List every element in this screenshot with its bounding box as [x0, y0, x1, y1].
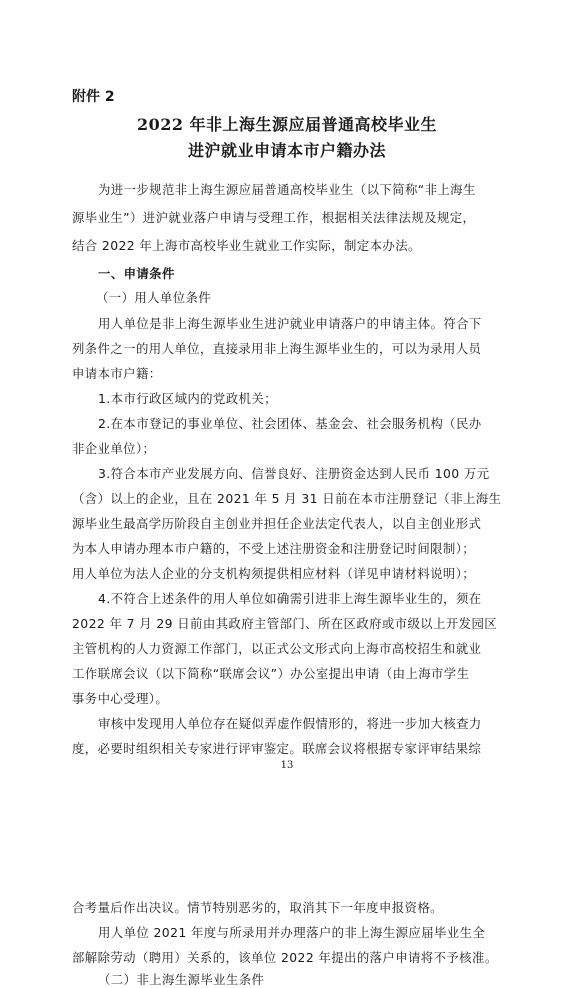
- document-title-line-2: 进沪就业申请本市户籍办法: [187, 141, 386, 160]
- document-title-line-1: 2022 年非上海生源应届普通高校毕业生: [136, 115, 438, 134]
- page-number: 13: [280, 760, 294, 771]
- list-item: 3.符合本市产业发展方向、信誉良好、注册资金达到人民币 100 万元: [98, 466, 490, 481]
- paragraph-line: 主管机构的人力资源工作部门，以正式公文形式向上海市高校招生和就业: [72, 641, 482, 656]
- paragraph-line: 列条件之一的用人单位，直接录用非上海生源毕业生的，可以为录用人员: [72, 341, 482, 356]
- subsection-heading: （二）非上海生源毕业生条件: [98, 972, 265, 987]
- paragraph-line: 审核中发现用人单位存在疑似弄虚作假情形的，将进一步加大核查力: [98, 716, 482, 731]
- paragraph-line: 合考量后作出决议。情节特别恶劣的，取消其下一年度申报资格。: [72, 900, 443, 915]
- paragraph-line: 部解除劳动（聘用）关系的，该单位 2022 年提出的落户申请将不予核准。: [72, 950, 498, 965]
- paragraph-line: 为进一步规范非上海生源应届普通高校毕业生（以下简称“非上海生: [98, 182, 476, 197]
- list-item: 2.在本市登记的事业单位、社会团体、基金会、社会服务机构（民办: [98, 416, 482, 431]
- paragraph-line: 2022 年 7 月 29 日前由其政府主管部门、所在区政府或市级以上开发园区: [72, 616, 498, 631]
- paragraph-line: 结合 2022 年上海市高校毕业生就业工作实际，制定本办法。: [72, 238, 421, 253]
- paragraph-line: 用人单位是非上海生源毕业生进沪就业申请落户的申请主体。符合下: [98, 316, 482, 331]
- paragraph-line: 源毕业生最高学历阶段自主创业并担任企业法定代表人，以自主创业形式: [72, 516, 482, 531]
- paragraph-line: 工作联席会议（以下简称“联席会议”）办公室提出申请（由上海市学生: [72, 666, 470, 681]
- paragraph-line: 用人单位 2021 年度与所录用并办理落户的非上海生源应届毕业生全: [98, 925, 486, 940]
- subsection-heading: （一）用人单位条件: [96, 290, 212, 305]
- paragraph-line: 非企业单位）；: [72, 441, 156, 456]
- attachment-label: 附件 2: [72, 89, 115, 105]
- paragraph-line: 源毕业生”）进沪就业落户申请与受理工作，根据相关法律法规及规定，: [72, 210, 476, 225]
- paragraph-line: 用人单位为法人企业的分支机构须提供相应材料（详见申请材料说明）；: [72, 566, 476, 581]
- section-heading: 一、申请条件: [98, 266, 175, 281]
- paragraph-line: 申请本市户籍：: [72, 366, 162, 381]
- paragraph-line: 度，必要时组织相关专家进行评审鉴定。联席会议将根据专家评审结果综: [72, 741, 482, 756]
- paragraph-line: 事务中心受理）。: [72, 691, 169, 706]
- list-item: 1.本市行政区域内的党政机关；: [98, 391, 277, 406]
- list-item: 4.不符合上述条件的用人单位如确需引进非上海生源毕业生的，须在: [98, 591, 482, 606]
- paragraph-line: 为本人申请办理本市户籍的，不受上述注册资金和注册登记时间限制）；: [72, 541, 476, 556]
- paragraph-line: （含）以上的企业，且在 2021 年 5 月 31 日前在本市注册登记（非上海生: [72, 491, 502, 506]
